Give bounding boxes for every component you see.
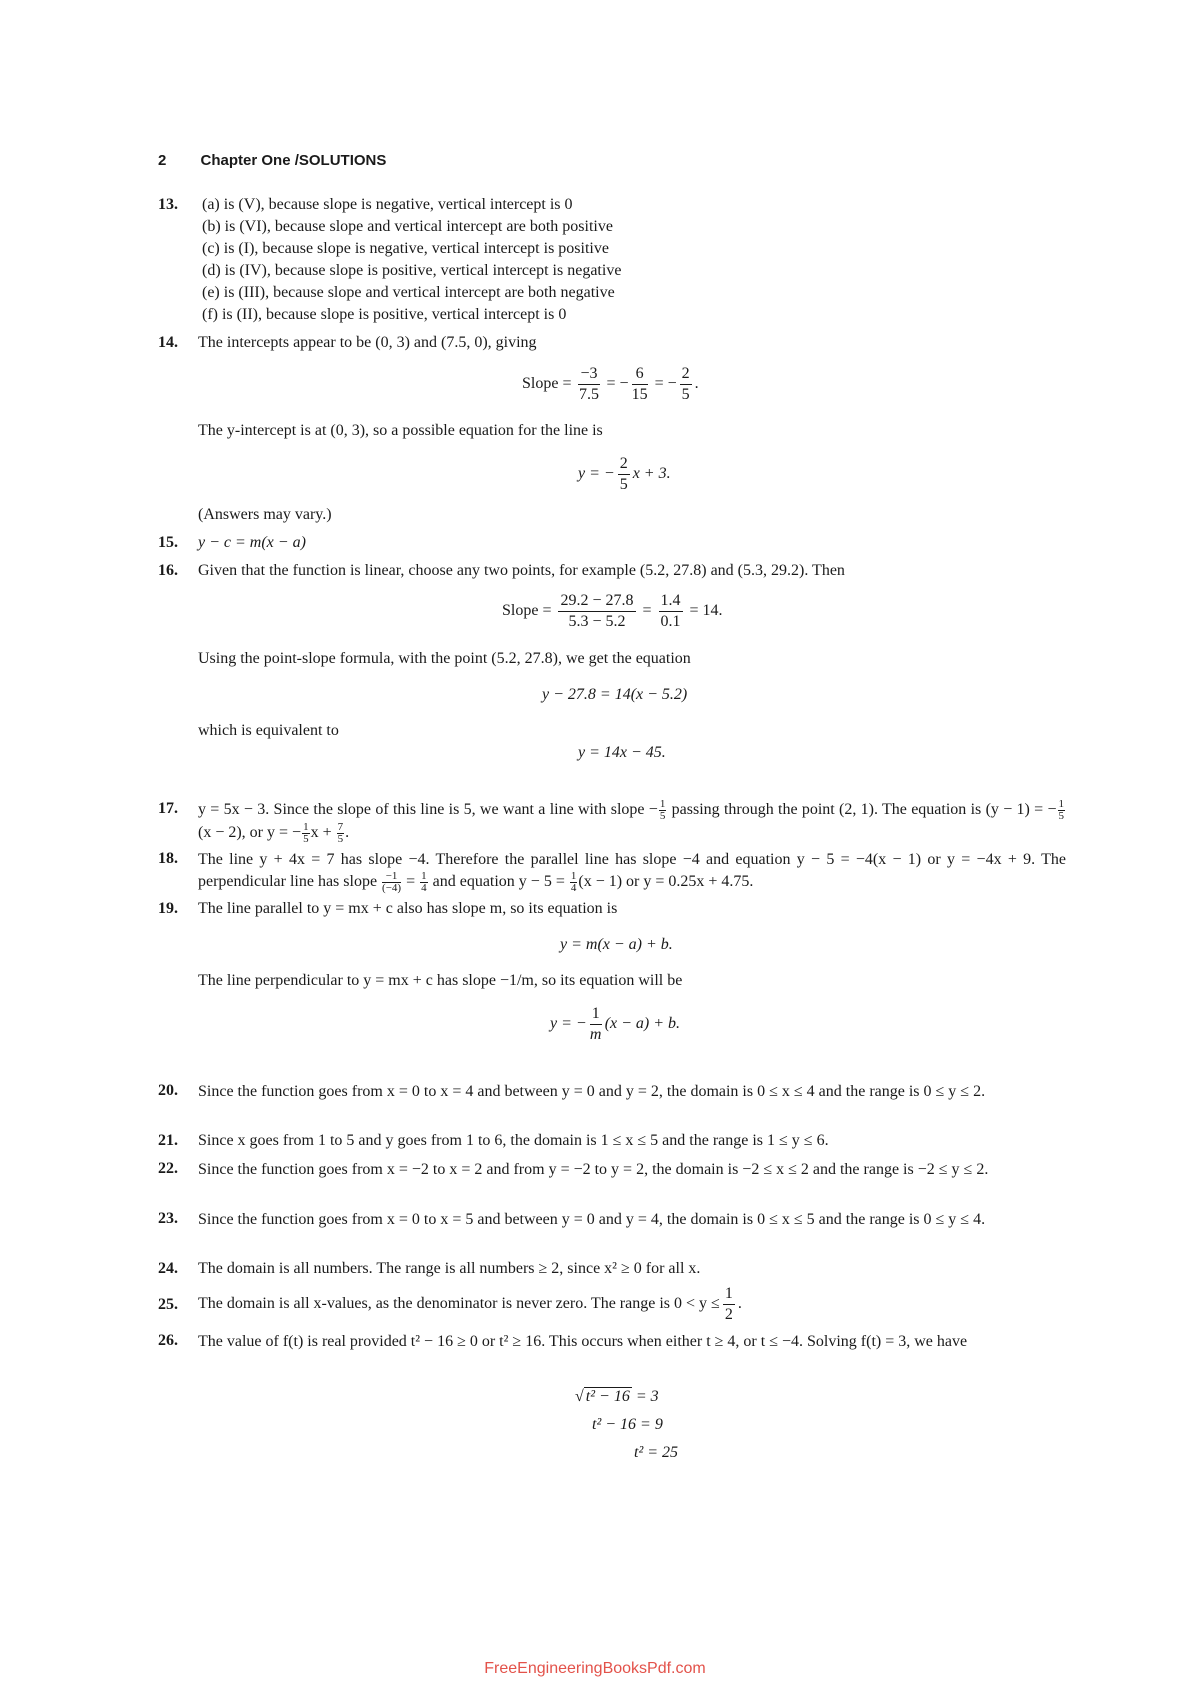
fraction: $\frac{1}{m}$	[589, 1005, 602, 1043]
problem-number: 21.	[158, 1132, 178, 1149]
paragraph: The line parallel to y = mx + c also has slope m, so its equation is	[198, 900, 618, 917]
paragraph: The intercepts appear to be (0, 3) and (7.5, 0), giving	[198, 334, 537, 351]
paragraph: The line perpendicular to y = mx + c has slope −1/m, so its equation will be	[198, 972, 683, 989]
paragraph: Given that the function is linear, choose any two points, for example (5.2, 27.8) and (5.3, 29.2). Then	[198, 562, 845, 579]
footer-watermark: FreeEngineeringBooksPdf.com	[484, 1660, 706, 1677]
chapter-title: Chapter One /SOLUTIONS	[200, 152, 387, 169]
equation: y − 27.8 = 14(x − 5.2)	[542, 686, 688, 703]
equation: y − c = m(x − a)	[198, 534, 306, 551]
fraction: $\frac{1}{2}$	[724, 1285, 733, 1323]
equation: Slope = $\frac{29.2 - 27.8}{5.3 - 5.2}$ = $\frac{1.4}{0.1}$ = 14.	[502, 592, 723, 630]
problem-number: 16.	[158, 562, 178, 579]
paragraph: Since the function goes from x = −2 to x = 2 and from y = −2 to y = 2, the domain is −2 ≤ x ≤ 2 and the range is −2 ≤ y ≤ 2.	[198, 1161, 989, 1178]
answer-13d: (d) is (IV), because slope is positive, vertical intercept is negative	[202, 262, 622, 279]
paragraph: which is equivalent to	[198, 722, 339, 739]
page-number: 2	[158, 152, 167, 169]
paragraph: The y-intercept is at (0, 3), so a possible equation for the line is	[198, 422, 603, 439]
paragraph: The domain is all x-values, as the denominator is never zero. The range is 0 < y ≤ $\frac{1}{2}$ .	[198, 1285, 742, 1323]
equation: Slope = $\frac{-3}{7.5}$ = − $\frac{6}{15}$ = − $\frac{2}{5}$ .	[522, 365, 699, 403]
fraction: $\frac{29.2 - 27.8}{5.3 - 5.2}$	[560, 592, 634, 630]
answer-13c: (c) is (I), because slope is negative, vertical intercept is positive	[202, 240, 609, 257]
fraction: $\frac{2}{5}$	[681, 365, 690, 403]
equation: t² − 16 = 9	[592, 1416, 663, 1433]
fraction: $\frac{2}{5}$	[619, 455, 628, 493]
paragraph: The domain is all numbers. The range is all numbers ≥ 2, since x² ≥ 0 for all x.	[198, 1260, 701, 1277]
answer-13e: (e) is (III), because slope and vertical intercept are both negative	[202, 284, 615, 301]
paragraph: The value of f(t) is real provided t² − 16 ≥ 0 or t² ≥ 16. This occurs when either t ≥ 4, or t ≤ −4. Solving f(t) = 3, we have	[198, 1333, 968, 1350]
equation: t² = 25	[634, 1444, 679, 1461]
problem-number: 13.	[158, 196, 178, 213]
paragraph: Since the function goes from x = 0 to x = 5 and between y = 0 and y = 4, the domain is 0 ≤ x ≤ 5 and the range is 0 ≤ y ≤ 4.	[198, 1211, 986, 1228]
paragraph: Using the point-slope formula, with the point (5.2, 27.8), we get the equation	[198, 650, 691, 667]
equation: y = m(x − a) + b.	[560, 936, 673, 953]
paragraph: (Answers may vary.)	[198, 506, 332, 523]
page-header	[158, 152, 386, 169]
equation: y = 14x − 45.	[578, 744, 666, 761]
paragraph: The line y + 4x = 7 has slope −4. Therefore the parallel line has slope −4 and equation y − 5 = −4(x − 1) or y = −4x + 9. The perpendicular line has slope $\frac{-1}{(-4)}$ = $\frac{1}{4}$ and equation y − 5 = $\frac{1}{4}$ (x − 1) or y = 0.25x + 4.75.	[198, 851, 1066, 894]
slope-label: Slope	[522, 375, 559, 393]
fraction: $\frac{6}{15}$	[631, 365, 648, 403]
problem-number: 19.	[158, 900, 178, 917]
equation: √ t² − 16 = 3	[575, 1388, 659, 1405]
fraction: $\frac{-3}{7.5}$	[579, 365, 599, 403]
problem-number: 25.	[158, 1296, 178, 1313]
paragraph: y = 5x − 3. Since the slope of this line is 5, we want a line with slope − $\frac{1}{5}$ passing through the point (2, 1). The equation is (y − 1) = − $\frac{1}{5}$ (x − 2), or y = − $\frac{1}{5}$ x + $\frac{7}{5}$ .	[198, 798, 1064, 845]
answer-13b: (b) is (VI), because slope and vertical intercept are both positive	[202, 218, 613, 235]
answer-13a: (a) is (V), because slope is negative, vertical intercept is 0	[202, 196, 573, 213]
equation: y = − $\frac{2}{5}$ x + 3.	[578, 455, 671, 493]
problem-number: 24.	[158, 1260, 178, 1277]
problem-number: 23.	[158, 1210, 178, 1227]
problem-number: 20.	[158, 1082, 178, 1099]
paragraph: Since the function goes from x = 0 to x = 4 and between y = 0 and y = 2, the domain is 0 ≤ x ≤ 4 and the range is 0 ≤ y ≤ 2.	[198, 1083, 986, 1100]
problem-number: 15.	[158, 534, 178, 551]
answer-13f: (f) is (II), because slope is positive, vertical intercept is 0	[202, 306, 567, 323]
equation: y = − $\frac{1}{m}$ (x − a) + b.	[550, 1005, 681, 1043]
paragraph: Since x goes from 1 to 5 and y goes from 1 to 6, the domain is 1 ≤ x ≤ 5 and the range is 1 ≤ y ≤ 6.	[198, 1132, 829, 1149]
problem-number: 26.	[158, 1332, 178, 1349]
fraction: $\frac{1.4}{0.1}$	[660, 592, 681, 630]
problem-number: 18.	[158, 850, 178, 867]
problem-number: 22.	[158, 1160, 178, 1177]
problem-number: 17.	[158, 800, 178, 817]
problem-number: 14.	[158, 334, 178, 351]
